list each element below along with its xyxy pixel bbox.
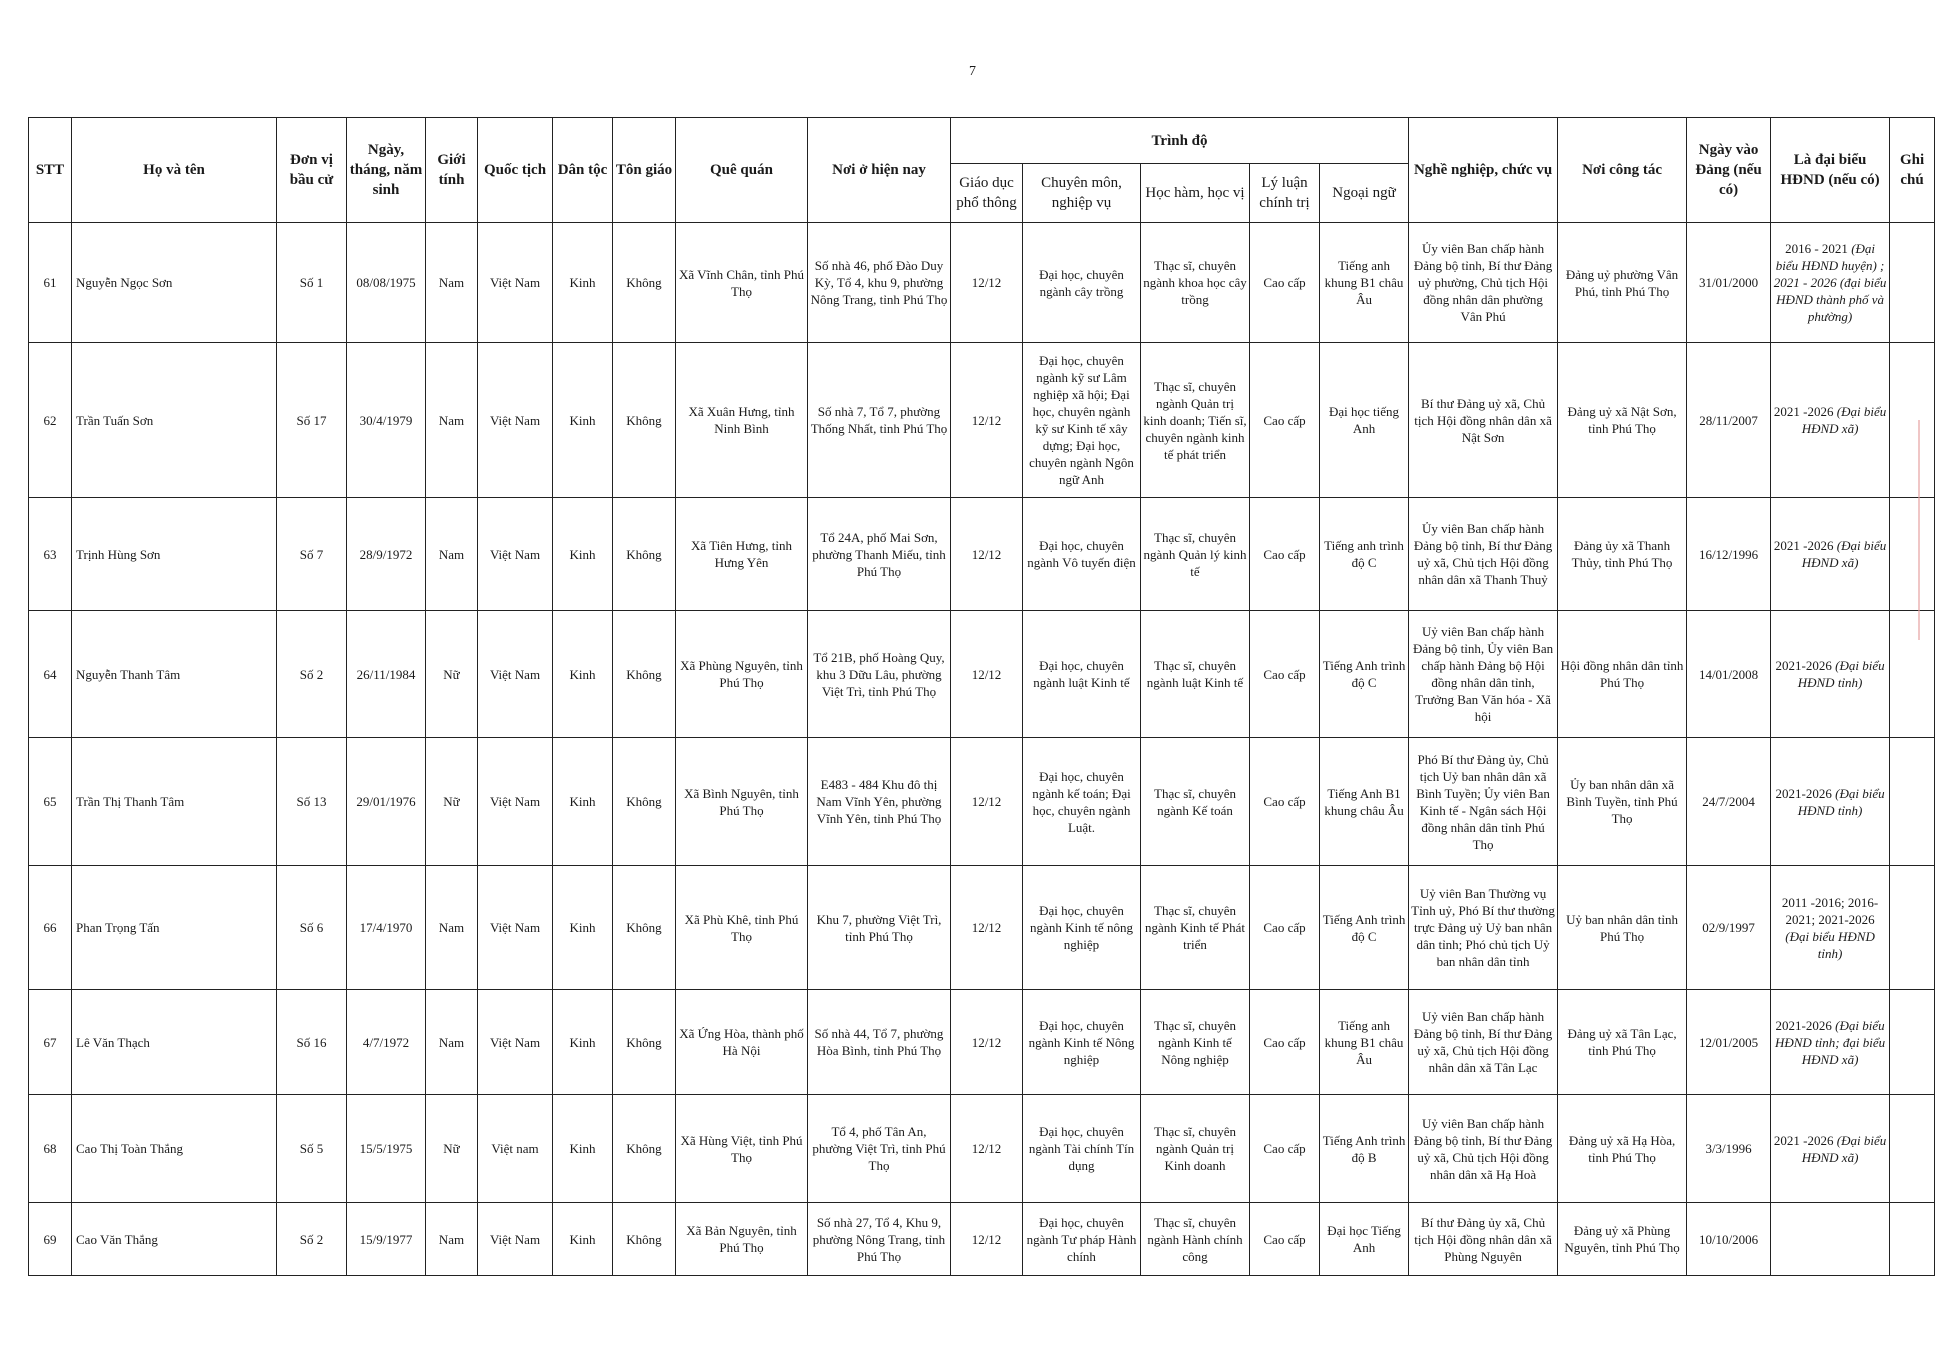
cell-specialty: Đại học, chuyên ngành kỹ sư Lâm nghiệp xã hội; Đại học, chuyên ngành kỹ sư Kinh tế xây dựng; Đại học, chuyên ngành Ngôn ngữ Anh — [1023, 343, 1141, 498]
table-row — [29, 223, 1935, 343]
cell-hometown: Xã Hùng Việt, tỉnh Phú Thọ — [676, 1095, 808, 1203]
cell-dob: 26/11/1984 — [347, 611, 426, 738]
candidate-table — [28, 117, 1935, 1276]
cell-occupation: Phó Bí thư Đảng ủy, Chủ tịch Uỷ ban nhân dân xã Bình Tuyền; Ủy viên Ban Kinh tế - Ngân sách Hội đồng nhân dân tỉnh Phú Thọ — [1409, 738, 1558, 866]
cell-ethnicity: Kinh — [553, 1095, 613, 1203]
cell-occupation: Uỷ viên Ban Thường vụ Tỉnh uỷ, Phó Bí thư thường trực Đảng uỷ Uỷ ban nhân dân tỉnh; Phó chủ tịch Uỷ ban nhân dân tỉnh — [1409, 866, 1558, 990]
cell-stt: 69 — [29, 1203, 72, 1276]
cell-workplace: Đảng uỷ phường Vân Phú, tỉnh Phú Thọ — [1558, 223, 1687, 343]
cell-language: Tiếng Anh trình độ B — [1320, 1095, 1409, 1203]
cell-ethnicity: Kinh — [553, 738, 613, 866]
cell-unit: Số 13 — [277, 738, 347, 866]
cell-language: Tiếng Anh B1 khung châu Âu — [1320, 738, 1409, 866]
cell-occupation: Uỷ viên Ban chấp hành Đảng bộ tỉnh, Bí thư Đảng uỷ xã, Chủ tịch Hội đồng nhân dân xã Hạ Hoà — [1409, 1095, 1558, 1203]
delegate-level: (Đại biểu HĐND huyện) ; 2021 - 2026 (đại biểu HĐND thành phố và phường) — [1773, 241, 1887, 324]
header-residence: Nơi ở hiện nay — [808, 118, 951, 223]
cell-stt: 67 — [29, 990, 72, 1095]
cell-unit: Số 1 — [277, 223, 347, 343]
cell-party-date: 12/01/2005 — [1687, 990, 1771, 1095]
cell-nationality: Việt Nam — [478, 738, 553, 866]
cell-notes — [1890, 1203, 1935, 1276]
cell-unit: Số 2 — [277, 1203, 347, 1276]
header-language: Ngoại ngữ — [1320, 164, 1409, 223]
delegate-term: 2021-2026 — [1775, 658, 1836, 673]
cell-name: Trần Tuấn Sơn — [72, 343, 277, 498]
cell-specialty: Đại học, chuyên ngành cây trồng — [1023, 223, 1141, 343]
delegate-term: 2021-2026 — [1775, 1017, 1836, 1033]
cell-gender: Nữ — [426, 738, 478, 866]
delegate-level: (Đại biểu HĐND xã) — [1801, 1132, 1887, 1165]
header-nationality: Quốc tịch — [478, 118, 553, 223]
cell-religion: Không — [613, 1203, 676, 1276]
cell-hometown: Xã Bình Nguyên, tỉnh Phú Thọ — [676, 738, 808, 866]
cell-workplace: Đảng uỷ xã Phùng Nguyên, tỉnh Phú Thọ — [1558, 1203, 1687, 1276]
cell-specialty: Đại học, chuyên ngành kế toán; Đại học, chuyên ngành Luật. — [1023, 738, 1141, 866]
cell-general-ed: 12/12 — [951, 498, 1023, 611]
header-name: Họ và tên — [72, 118, 277, 223]
cell-general-ed: 12/12 — [951, 866, 1023, 990]
cell-gender: Nữ — [426, 1095, 478, 1203]
cell-hometown: Xã Bản Nguyên, tỉnh Phú Thọ — [676, 1203, 808, 1276]
cell-specialty: Đại học, chuyên ngành luật Kinh tế — [1023, 611, 1141, 738]
cell-nationality: Việt Nam — [478, 1203, 553, 1276]
cell-hometown: Xã Phùng Nguyên, tỉnh Phú Thọ — [676, 611, 808, 738]
cell-general-ed: 12/12 — [951, 1203, 1023, 1276]
header-workplace: Nơi công tác — [1558, 118, 1687, 223]
cell-religion: Không — [613, 343, 676, 498]
cell-political: Cao cấp — [1250, 1095, 1320, 1203]
cell-degree: Thạc sĩ, chuyên ngành Kinh tế Phát triển — [1141, 866, 1250, 990]
cell-religion: Không — [613, 498, 676, 611]
cell-gender: Nam — [426, 990, 478, 1095]
cell-stt: 65 — [29, 738, 72, 866]
cell-dob: 4/7/1972 — [347, 990, 426, 1095]
edge-stamp-mark — [1906, 420, 1920, 640]
header-education-group: Trình độ — [951, 118, 1409, 164]
table-row — [29, 343, 1935, 498]
cell-general-ed: 12/12 — [951, 1095, 1023, 1203]
cell-party-date: 28/11/2007 — [1687, 343, 1771, 498]
cell-nationality: Việt Nam — [478, 990, 553, 1095]
header-delegate: Là đại biểu HĐND (nếu có) — [1771, 118, 1890, 223]
cell-religion: Không — [613, 866, 676, 990]
cell-nationality: Việt Nam — [478, 223, 553, 343]
cell-hometown: Xã Xuân Hưng, tỉnh Ninh Bình — [676, 343, 808, 498]
cell-residence: Số nhà 7, Tổ 7, phường Thống Nhất, tỉnh Phú Thọ — [808, 343, 951, 498]
cell-language: Tiếng anh trình độ C — [1320, 498, 1409, 611]
cell-delegate — [1771, 611, 1890, 738]
header-religion: Tôn giáo — [613, 118, 676, 223]
header-hometown: Quê quán — [676, 118, 808, 223]
cell-notes — [1890, 990, 1935, 1095]
cell-unit: Số 16 — [277, 990, 347, 1095]
delegate-level: (Đại biểu HĐND tỉnh) — [1785, 928, 1875, 961]
cell-residence: Số nhà 44, Tổ 7, phường Hòa Bình, tỉnh Phú Thọ — [808, 990, 951, 1095]
cell-party-date: 10/10/2006 — [1687, 1203, 1771, 1276]
table-row — [29, 866, 1935, 990]
cell-occupation: Ủy viên Ban chấp hành Đảng bộ tỉnh, Bí thư Đảng uỷ phường, Chủ tịch Hội đồng nhân dân phường Vân Phú — [1409, 223, 1558, 343]
cell-general-ed: 12/12 — [951, 990, 1023, 1095]
header-general-ed: Giáo dục phổ thông — [951, 164, 1023, 223]
cell-notes — [1890, 738, 1935, 866]
cell-specialty: Đại học, chuyên ngành Kinh tế Nông nghiệp — [1023, 990, 1141, 1095]
cell-notes — [1890, 223, 1935, 343]
table-row — [29, 738, 1935, 866]
cell-degree: Thạc sĩ, chuyên ngành Quản trị kinh doanh; Tiến sĩ, chuyên ngành kinh tế phát triển — [1141, 343, 1250, 498]
cell-name: Cao Văn Thắng — [72, 1203, 277, 1276]
header-political: Lý luận chính trị — [1250, 164, 1320, 223]
cell-stt: 61 — [29, 223, 72, 343]
cell-delegate — [1771, 990, 1890, 1095]
cell-unit: Số 7 — [277, 498, 347, 611]
cell-language: Đại học Tiếng Anh — [1320, 1203, 1409, 1276]
cell-political: Cao cấp — [1250, 738, 1320, 866]
delegate-level: (Đại biểu HĐND xã) — [1801, 404, 1887, 436]
cell-dob: 08/08/1975 — [347, 223, 426, 343]
delegate-term: 2021 -2026 — [1773, 1132, 1837, 1148]
cell-workplace: Uỷ ban nhân dân tỉnh Phú Thọ — [1558, 866, 1687, 990]
cell-hometown: Xã Tiên Hưng, tỉnh Hưng Yên — [676, 498, 808, 611]
cell-hometown: Xã Vĩnh Chân, tỉnh Phú Thọ — [676, 223, 808, 343]
cell-delegate — [1771, 1095, 1890, 1203]
cell-ethnicity: Kinh — [553, 498, 613, 611]
cell-language: Tiếng anh khung B1 châu Âu — [1320, 223, 1409, 343]
cell-stt: 68 — [29, 1095, 72, 1203]
cell-gender: Nam — [426, 498, 478, 611]
cell-delegate — [1771, 498, 1890, 611]
delegate-term: 2011 -2016; 2016-2021; 2021-2026 — [1781, 894, 1879, 927]
table-row — [29, 611, 1935, 738]
cell-unit: Số 2 — [277, 611, 347, 738]
cell-specialty: Đại học, chuyên ngành Tư pháp Hành chính — [1023, 1203, 1141, 1276]
cell-specialty: Đại học, chuyên ngành Kinh tế nông nghiệp — [1023, 866, 1141, 990]
cell-delegate — [1771, 866, 1890, 990]
delegate-level: (Đại biểu HĐND tỉnh) — [1797, 658, 1885, 690]
cell-nationality: Việt Nam — [478, 866, 553, 990]
cell-degree: Thạc sĩ, chuyên ngành Hành chính công — [1141, 1203, 1250, 1276]
cell-degree: Thạc sĩ, chuyên ngành Quản lý kinh tế — [1141, 498, 1250, 611]
header-gender: Giới tính — [426, 118, 478, 223]
header-degree: Học hàm, học vị — [1141, 164, 1250, 223]
cell-stt: 64 — [29, 611, 72, 738]
cell-political: Cao cấp — [1250, 866, 1320, 990]
cell-hometown: Xã Phù Khê, tỉnh Phú Thọ — [676, 866, 808, 990]
cell-residence: Tổ 21B, phố Hoàng Quy, khu 3 Dữu Lâu, phường Việt Trì, tỉnh Phú Thọ — [808, 611, 951, 738]
cell-degree: Thạc sĩ, chuyên ngành Quản trị Kinh doanh — [1141, 1095, 1250, 1203]
cell-religion: Không — [613, 1095, 676, 1203]
cell-gender: Nữ — [426, 611, 478, 738]
cell-dob: 15/5/1975 — [347, 1095, 426, 1203]
cell-party-date: 3/3/1996 — [1687, 1095, 1771, 1203]
cell-gender: Nam — [426, 223, 478, 343]
cell-residence: Số nhà 27, Tổ 4, Khu 9, phường Nông Trang, tỉnh Phú Thọ — [808, 1203, 951, 1276]
cell-residence: Tổ 24A, phố Mai Sơn, phường Thanh Miếu, tỉnh Phú Thọ — [808, 498, 951, 611]
cell-general-ed: 12/12 — [951, 738, 1023, 866]
cell-political: Cao cấp — [1250, 223, 1320, 343]
cell-workplace: Ủy ban nhân dân xã Bình Tuyền, tỉnh Phú Thọ — [1558, 738, 1687, 866]
cell-general-ed: 12/12 — [951, 611, 1023, 738]
cell-residence: Khu 7, phường Việt Trì, tỉnh Phú Thọ — [808, 866, 951, 990]
cell-dob: 30/4/1979 — [347, 343, 426, 498]
cell-workplace: Đảng ủy xã Thanh Thủy, tỉnh Phú Thọ — [1558, 498, 1687, 611]
header-ethnicity: Dân tộc — [553, 118, 613, 223]
header-unit: Đơn vị bầu cử — [277, 118, 347, 223]
cell-dob: 15/9/1977 — [347, 1203, 426, 1276]
cell-ethnicity: Kinh — [553, 223, 613, 343]
cell-delegate — [1771, 343, 1890, 498]
cell-residence: E483 - 484 Khu đô thị Nam Vĩnh Yên, phường Vĩnh Yên, tỉnh Phú Thọ — [808, 738, 951, 866]
cell-gender: Nam — [426, 343, 478, 498]
cell-residence: Số nhà 46, phố Đào Duy Kỳ, Tổ 4, khu 9, phường Nông Trang, tỉnh Phú Thọ — [808, 223, 951, 343]
cell-dob: 29/01/1976 — [347, 738, 426, 866]
cell-stt: 66 — [29, 866, 72, 990]
cell-gender: Nam — [426, 866, 478, 990]
cell-unit: Số 5 — [277, 1095, 347, 1203]
cell-occupation: Uỷ viên Ban chấp hành Đảng bộ tỉnh, Ủy viên Ban chấp hành Đảng bộ Hội đồng nhân dân tỉnh, Trưởng Ban Văn hóa - Xã hội — [1409, 611, 1558, 738]
cell-nationality: Việt Nam — [478, 611, 553, 738]
header-dob: Ngày, tháng, năm sinh — [347, 118, 426, 223]
cell-dob: 28/9/1972 — [347, 498, 426, 611]
header-occupation: Nghề nghiệp, chức vụ — [1409, 118, 1558, 223]
header-stt: STT — [29, 118, 72, 223]
cell-specialty: Đại học, chuyên ngành Tài chính Tín dụng — [1023, 1095, 1141, 1203]
cell-ethnicity: Kinh — [553, 866, 613, 990]
cell-political: Cao cấp — [1250, 343, 1320, 498]
table-row — [29, 1095, 1935, 1203]
page-number: 7 — [969, 64, 976, 79]
cell-occupation: Uỷ viên Ban chấp hành Đảng bộ tỉnh, Bí thư Đảng uỷ xã, Chủ tịch Hội đồng nhân dân xã Tân Lạc — [1409, 990, 1558, 1095]
cell-workplace: Đảng uỷ xã Nật Sơn, tỉnh Phú Thọ — [1558, 343, 1687, 498]
cell-delegate — [1771, 1203, 1890, 1276]
cell-party-date: 31/01/2000 — [1687, 223, 1771, 343]
cell-ethnicity: Kinh — [553, 611, 613, 738]
cell-name: Phan Trọng Tấn — [72, 866, 277, 990]
cell-delegate — [1771, 223, 1890, 343]
cell-name: Nguyễn Ngọc Sơn — [72, 223, 277, 343]
cell-stt: 62 — [29, 343, 72, 498]
cell-dob: 17/4/1970 — [347, 866, 426, 990]
cell-nationality: Việt Nam — [478, 498, 553, 611]
cell-unit: Số 17 — [277, 343, 347, 498]
cell-nationality: Việt Nam — [478, 343, 553, 498]
delegate-term: 2021 -2026 — [1773, 404, 1837, 419]
delegate-term: 2016 - 2021 — [1785, 241, 1852, 256]
cell-religion: Không — [613, 223, 676, 343]
cell-ethnicity: Kinh — [553, 343, 613, 498]
candidate-rows — [29, 223, 1935, 1276]
cell-party-date: 24/7/2004 — [1687, 738, 1771, 866]
cell-gender: Nam — [426, 1203, 478, 1276]
table-row — [29, 1203, 1935, 1276]
cell-political: Cao cấp — [1250, 1203, 1320, 1276]
cell-general-ed: 12/12 — [951, 223, 1023, 343]
cell-name: Cao Thị Toàn Thắng — [72, 1095, 277, 1203]
cell-degree: Thạc sĩ, chuyên ngành khoa học cây trồng — [1141, 223, 1250, 343]
cell-notes — [1890, 1095, 1935, 1203]
delegate-level: (Đại biểu HĐND xã) — [1801, 538, 1887, 570]
table-row — [29, 990, 1935, 1095]
cell-workplace: Hội đồng nhân dân tỉnh Phú Thọ — [1558, 611, 1687, 738]
cell-political: Cao cấp — [1250, 990, 1320, 1095]
cell-workplace: Đảng uỷ xã Tân Lạc, tỉnh Phú Thọ — [1558, 990, 1687, 1095]
cell-religion: Không — [613, 738, 676, 866]
cell-occupation: Bí thư Đảng uỷ xã, Chủ tịch Hội đồng nhân dân xã Nật Sơn — [1409, 343, 1558, 498]
delegate-level: (Đại biểu HĐND tỉnh) — [1797, 785, 1885, 818]
cell-unit: Số 6 — [277, 866, 347, 990]
cell-name: Trịnh Hùng Sơn — [72, 498, 277, 611]
cell-name: Trần Thị Thanh Tâm — [72, 738, 277, 866]
cell-language: Đại học tiếng Anh — [1320, 343, 1409, 498]
table-row — [29, 498, 1935, 611]
cell-ethnicity: Kinh — [553, 990, 613, 1095]
cell-stt: 63 — [29, 498, 72, 611]
cell-ethnicity: Kinh — [553, 1203, 613, 1276]
cell-party-date: 14/01/2008 — [1687, 611, 1771, 738]
delegate-term: 2021 -2026 — [1773, 538, 1837, 553]
cell-delegate — [1771, 738, 1890, 866]
delegate-term: 2021-2026 — [1775, 785, 1836, 801]
header-notes: Ghi chú — [1890, 118, 1935, 223]
cell-religion: Không — [613, 611, 676, 738]
cell-nationality: Việt nam — [478, 1095, 553, 1203]
cell-notes — [1890, 866, 1935, 990]
cell-political: Cao cấp — [1250, 611, 1320, 738]
cell-religion: Không — [613, 990, 676, 1095]
cell-degree: Thạc sĩ, chuyên ngành Kế toán — [1141, 738, 1250, 866]
cell-specialty: Đại học, chuyên ngành Vô tuyến điện — [1023, 498, 1141, 611]
cell-name: Lê Văn Thạch — [72, 990, 277, 1095]
cell-occupation: Ủy viên Ban chấp hành Đảng bộ tỉnh, Bí thư Đảng uỷ xã, Chủ tịch Hội đồng nhân dân xã Thanh Thuỷ — [1409, 498, 1558, 611]
header-specialty: Chuyên môn, nghiệp vụ — [1023, 164, 1141, 223]
header-party-date: Ngày vào Đảng (nếu có) — [1687, 118, 1771, 223]
cell-political: Cao cấp — [1250, 498, 1320, 611]
cell-degree: Thạc sĩ, chuyên ngành luật Kinh tế — [1141, 611, 1250, 738]
cell-language: Tiếng Anh trình độ C — [1320, 611, 1409, 738]
cell-party-date: 16/12/1996 — [1687, 498, 1771, 611]
cell-degree: Thạc sĩ, chuyên ngành Kinh tế Nông nghiệp — [1141, 990, 1250, 1095]
cell-hometown: Xã Ứng Hòa, thành phố Hà Nội — [676, 990, 808, 1095]
cell-general-ed: 12/12 — [951, 343, 1023, 498]
cell-name: Nguyễn Thanh Tâm — [72, 611, 277, 738]
cell-residence: Tổ 4, phố Tân An, phường Việt Trì, tỉnh Phú Thọ — [808, 1095, 951, 1203]
cell-party-date: 02/9/1997 — [1687, 866, 1771, 990]
cell-occupation: Bí thư Đảng ủy xã, Chủ tịch Hội đồng nhân dân xã Phùng Nguyên — [1409, 1203, 1558, 1276]
cell-language: Tiếng Anh trình độ C — [1320, 866, 1409, 990]
delegate-level: (Đại biểu HĐND tỉnh; đại biểu HĐND xã) — [1774, 1017, 1886, 1067]
cell-workplace: Đảng uỷ xã Hạ Hòa, tỉnh Phú Thọ — [1558, 1095, 1687, 1203]
cell-language: Tiếng anh khung B1 châu Âu — [1320, 990, 1409, 1095]
